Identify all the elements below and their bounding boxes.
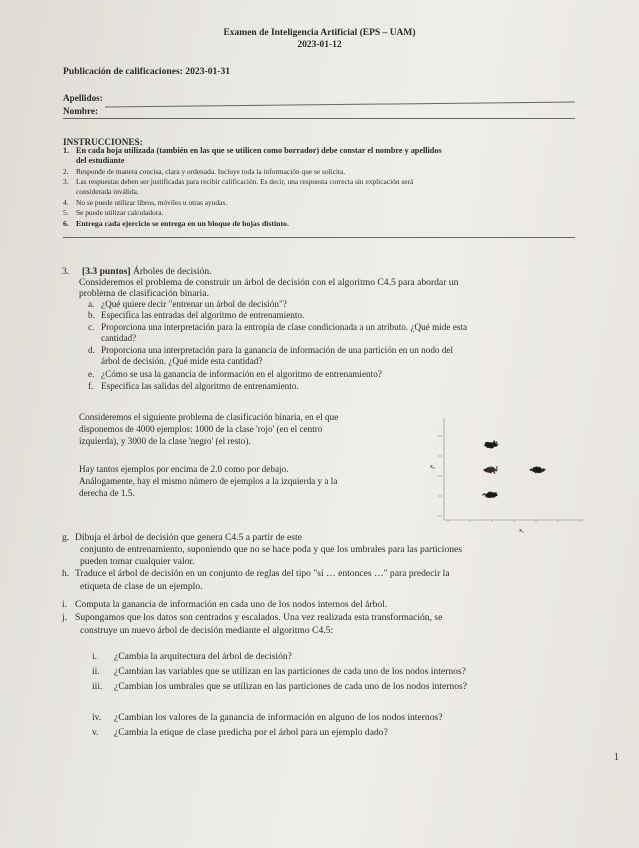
question-item: d. Proporciona una interpretación para la ganancia de información de una partición en un nodo del	[88, 345, 454, 355]
subquestion-item: iii. ¿Cambian los umbrales que se utilizan en las particiones de cada uno de los nodos internos?	[92, 681, 468, 692]
instruction-item: 4. No se puede utilizar libros, móviles u otras ayudas.	[63, 198, 228, 207]
question-item-cont: conjunto de entrenamiento, suponiendo que no se hace poda y que los umbrales para las particiones	[80, 544, 463, 555]
dataset-line: Consideremos el siguiente problema de clasificación binaria, en el que	[79, 412, 339, 422]
scatter-point-rojo	[494, 469, 496, 471]
problem-intro: problema de clasificación binaria.	[79, 288, 209, 299]
scatter-point-negro	[494, 495, 496, 497]
name-divider	[63, 118, 575, 119]
scatter-point-rojo	[485, 469, 487, 471]
scatter-point-negro	[490, 496, 492, 498]
question-item-cont: árbol de decisión. ¿Qué mide esta cantidad?	[101, 356, 263, 366]
surname-line	[105, 102, 575, 108]
subquestion-item: v. ¿Cambia la etique de clase predicha por el árbol para un ejemplo dado?	[92, 727, 388, 738]
question-item: a. ¿Qué quiere decir "entrenar un árbol de decisión"?	[88, 299, 287, 309]
dataset-line: derecha de 1.5.	[79, 488, 135, 498]
scatter-point-negro	[489, 446, 491, 448]
scatter-point-negro	[495, 492, 497, 494]
subquestion-item: ii. ¿Cambian las variables que se utilizan en las particiones de cada uno de los nodos internos?	[92, 666, 466, 677]
page-number: 1	[614, 752, 619, 763]
scatter-point-negro	[482, 494, 484, 496]
problem-heading: 3. [3.3 puntos] Árboles de decisión.	[62, 266, 212, 277]
scatter-point-rojo	[494, 472, 496, 474]
y-axis-label: x₂	[430, 464, 436, 470]
scatter-point-rojo	[490, 469, 492, 471]
question-item: h. Traduce el árbol de decisión en un conjunto de reglas del tipo "si … entonces …" para predecir la	[62, 568, 450, 579]
dataset-line: Análogamente, hay el mismo número de ejemplos a la izquierda y a la	[79, 476, 338, 486]
scatter-point-rojo	[488, 467, 490, 469]
instruction-item: 1. En cada hoja utilizada (también en las que se utilicen como borrador) debe constar el nombre y apellidos	[63, 146, 442, 155]
scatter-point-negro	[496, 445, 498, 447]
instruction-item: 6. Entrega cada ejercicio se entrega en un bloque de hojas distinto.	[63, 219, 289, 228]
question-item-cont: cantidad?	[101, 333, 137, 343]
dataset-line: disponemos de 4000 ejemplos: 1000 de la clase 'rojo' (en el centro	[79, 424, 323, 434]
scatter-point-negro	[496, 441, 498, 443]
question-item-cont: pueden tomar cualquier valor.	[80, 556, 195, 567]
subquestion-item: iv. ¿Cambian los valores de la ganancia de información en alguno de los nodos internos?	[92, 712, 443, 723]
scatter-point-negro	[491, 445, 493, 447]
instruction-item-cont: considerada inválida.	[76, 187, 139, 196]
question-item: g. Dibuja el árbol de decisión que genera C4.5 a partir de este	[62, 532, 302, 543]
scatter-point-rojo	[491, 467, 493, 469]
axis-ticks	[438, 436, 580, 522]
question-item: b. Especifica las entradas del algoritmo de entrenamiento.	[88, 310, 305, 320]
scatter-point-negro	[484, 444, 486, 446]
scatter-point-negro	[542, 470, 544, 472]
scatter-point-negro	[540, 471, 542, 473]
question-item: f. Especifica las salidas del algoritmo de entrenamiento.	[88, 381, 299, 391]
instruction-item-cont: del estudiante	[76, 156, 125, 165]
scatter-point-negro	[536, 469, 538, 471]
scatter-point-negro	[540, 470, 542, 472]
dataset-line: izquierda), y 3000 de la clase 'negro' (el resto).	[79, 436, 251, 446]
scatter-plot	[424, 416, 586, 534]
x-axis-label: x₁	[519, 528, 525, 534]
scatter-point-rojo	[496, 466, 498, 468]
question-item: e. ¿Cómo se usa la ganancia de información en el algoritmo de entrenamiento?	[88, 369, 382, 379]
question-item-cont: construye un nuevo árbol de decisión mediante el algoritmo C4.5:	[80, 625, 334, 636]
scatter-point-negro	[532, 470, 534, 472]
dataset-line: Hay tantos ejemplos por encima de 2.0 como por debajo.	[79, 464, 289, 474]
scatter-point-rojo	[496, 470, 498, 472]
problem-intro: Consideremos el problema de construir un árbol de decisión con el algoritmo C4.5 para abordar un	[79, 277, 459, 288]
scatter-point-rojo	[487, 470, 489, 472]
scatter-point-negro	[544, 469, 546, 471]
publication-date: Publicación de calificaciones: 2023-01-31	[63, 66, 231, 77]
instruction-item: 3. Las respuestas deben ser justificadas para recibir calificación. Es decir, una respuesta correcta sin explicación será	[63, 177, 414, 186]
scatter-point-negro	[487, 495, 489, 497]
scatter-point-negro	[489, 443, 491, 445]
instructions-divider	[63, 237, 575, 238]
question-item: j. Supongamos que los datos son centrados y escalados. Una vez realizada esta transformación, se	[62, 612, 443, 623]
instruction-item: 5. Se puede utilizar calculadora.	[63, 208, 164, 217]
scatter-point-negro	[489, 493, 491, 495]
exam-title: Examen de Inteligencia Artificial (EPS – UAM)	[223, 28, 416, 38]
surname-field: Apellidos:	[63, 93, 103, 103]
scatter-point-negro	[530, 469, 532, 471]
data-points	[482, 440, 545, 498]
exam-date: 2023-01-12	[297, 40, 342, 50]
question-item: i. Computa la ganancia de información en cada uno de los nodos internos del árbol.	[62, 599, 388, 610]
question-item-cont: etiqueta de clase de un ejemplo.	[80, 581, 203, 592]
instruction-item: 2. Responde de manera concisa, clara y ordenada. Incluye toda la información que se solicita.	[63, 167, 346, 176]
instructions-title: INSTRUCCIONES:	[63, 137, 143, 147]
name-field: Nombre:	[63, 106, 99, 116]
scatter-point-negro	[492, 442, 494, 444]
scatter-point-negro	[538, 468, 540, 470]
subquestion-item: i. ¿Cambia la arquitectura del árbol de decisión?	[92, 651, 292, 662]
question-item: c. Proporciona una interpretación para la entropía de clase condicionada a un atributo. ¿Qué mide esta	[88, 322, 468, 332]
